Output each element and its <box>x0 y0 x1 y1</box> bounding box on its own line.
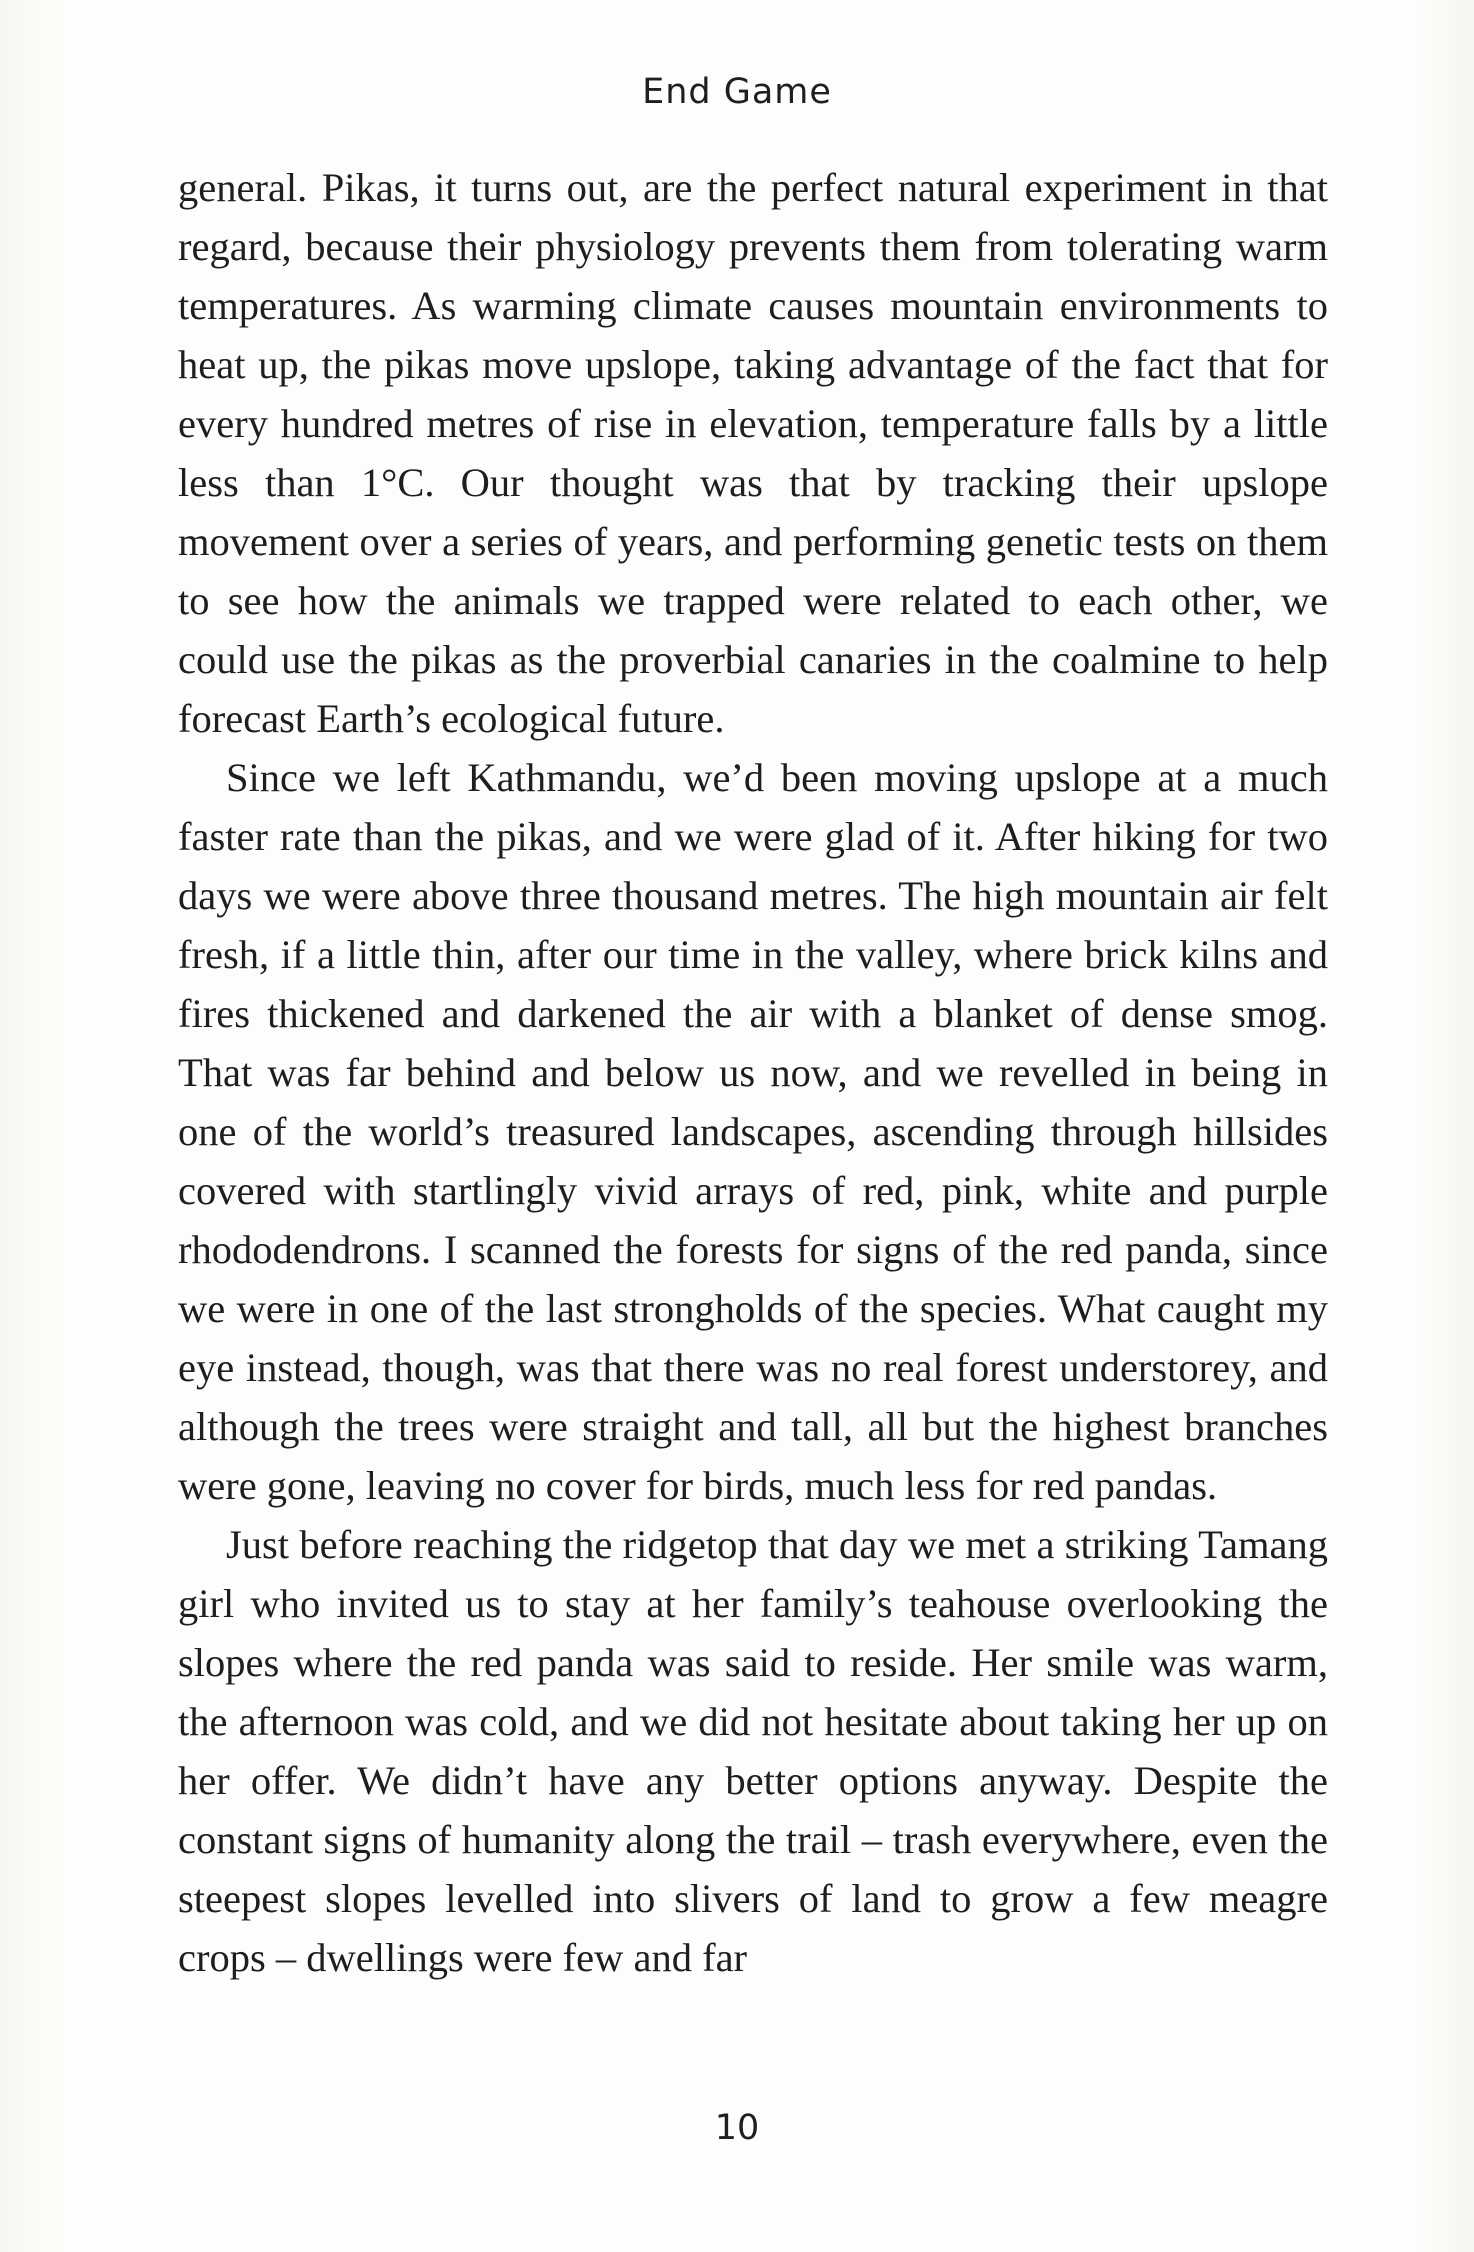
paragraph-kathmandu-ascent: Since we left Kathmandu, we’d been moving upslope at a much faster rate than the pikas, and we were glad of it. After hiking for two days we were above three thousand metres. The high mountain air felt fresh, if a little thin, after our time in the valley, where brick kilns and fires thickened and darkened the air with a blanket of dense smog. That was far behind and below us now, and we revelled in being in one of the world’s treasured landscapes, ascending through hillsides covered with startlingly vivid arrays of red, pink, white and purple rhododendrons. I scanned the forests for signs of the red panda, since we were in one of the last strongholds of the species. What caught my eye instead, though, was that there was no real forest understorey, and although the trees were straight and tall, all but the highest branches were gone, leaving no cover for birds, much less for red pandas. <box>178 755 1328 1508</box>
body-text <box>178 158 1328 1987</box>
running-head: End Game <box>642 72 832 112</box>
page-number: 10 <box>714 2108 760 2148</box>
paragraph-pikas-experiment: general. Pikas, it turns out, are the perfect natural experiment in that regard, because their physiology prevents them from tolerating warm temperatures. As warming climate causes mountain environments to heat up, the pikas move upslope, taking advantage of the fact that for every hundred metres of rise in elevation, temperature falls by a little less than 1°C. Our thought was that by tracking their upslope movement over a series of years, and performing genetic tests on them to see how the animals we trapped were related to each other, we could use the pikas as the proverbial canaries in the coalmine to help forecast Earth’s ecological future. <box>178 165 1328 741</box>
paragraph-tamang-teahouse: Just before reaching the ridgetop that day we met a striking Tamang girl who invited us to stay at her family’s teahouse overlooking the slopes where the red panda was said to reside. Her smile was warm, the afternoon was cold, and we did not hesitate about taking her up on her offer. We didn’t have any better options anyway. Despite the constant signs of humanity along the trail – trash everywhere, even the steepest slopes levelled into slivers of land to grow a few meagre crops – dwellings were few and far <box>178 1522 1328 1980</box>
